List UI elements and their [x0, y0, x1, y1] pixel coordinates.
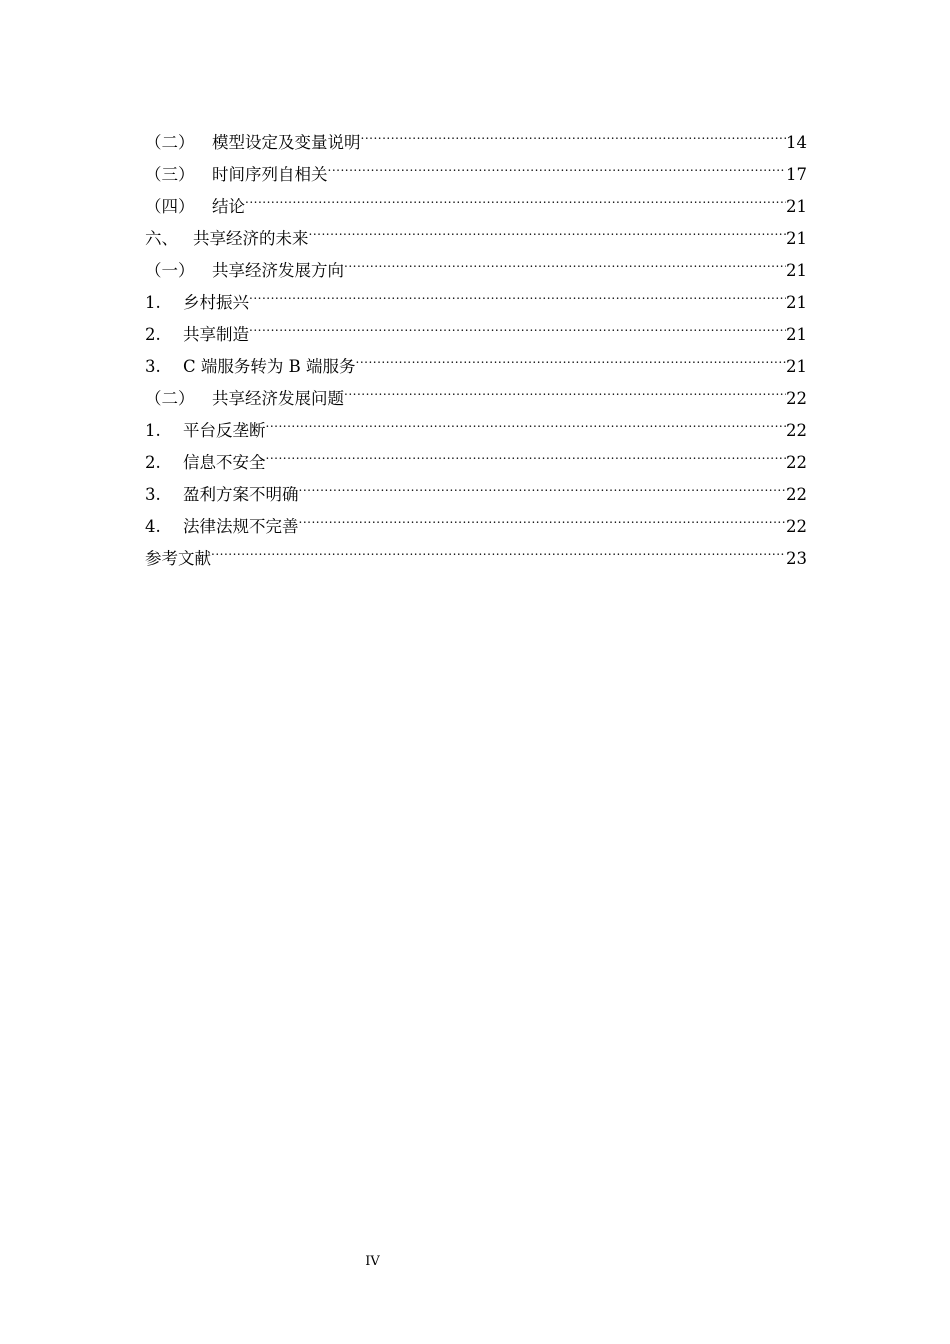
toc-entry-number: 1. — [145, 293, 161, 312]
toc-entry-number: 3. — [145, 357, 161, 376]
toc-entry-number: （一） — [145, 261, 195, 280]
toc-dot-leader — [266, 436, 787, 468]
toc-dot-leader — [299, 468, 787, 500]
toc-entry-title: 盈利方案不明确 — [183, 485, 299, 504]
toc-dot-leader — [249, 308, 786, 340]
toc-dot-leader — [361, 116, 787, 148]
toc-entry-number: 六、 — [145, 229, 178, 248]
toc-entry-number: （二） — [145, 389, 195, 408]
toc-entry-title: 信息不安全 — [183, 453, 266, 472]
toc-entry-number: 2. — [145, 325, 161, 344]
toc-entry-page: 22 — [786, 453, 807, 472]
toc-entry-title: 共享经济发展方向 — [212, 261, 344, 280]
toc-entry-title: 参考文献 — [145, 549, 211, 568]
table-of-contents — [145, 116, 807, 568]
toc-dot-leader — [344, 244, 786, 276]
toc-entry[interactable] — [145, 116, 807, 152]
toc-entry-page: 21 — [786, 357, 807, 376]
toc-dot-leader — [245, 180, 786, 212]
toc-entry[interactable] — [145, 532, 807, 568]
toc-entry-page: 21 — [786, 325, 807, 344]
toc-entry-title: 共享经济发展问题 — [212, 389, 344, 408]
toc-dot-leader — [328, 148, 787, 180]
toc-dot-leader — [266, 404, 787, 436]
toc-dot-leader — [249, 276, 786, 308]
toc-dot-leader — [356, 340, 787, 372]
toc-entry-page: 21 — [786, 293, 807, 312]
toc-entry-title: 法律法规不完善 — [183, 517, 299, 536]
toc-dot-leader — [344, 372, 786, 404]
toc-entry-number: （三） — [145, 165, 195, 184]
toc-entry-title: 平台反垄断 — [183, 421, 266, 440]
toc-entry-page: 14 — [786, 133, 807, 152]
toc-entry-page: 22 — [786, 517, 807, 536]
toc-entry-number: 4. — [145, 517, 161, 536]
toc-entry-title: C 端服务转为 B 端服务 — [183, 357, 356, 376]
toc-dot-leader — [309, 212, 787, 244]
toc-entry-title: 乡村振兴 — [183, 293, 249, 312]
toc-entry-title: 时间序列自相关 — [212, 165, 328, 184]
toc-entry-title: 模型设定及变量说明 — [212, 133, 361, 152]
page-number-footer: IV — [365, 1254, 380, 1269]
toc-entry-number: 2. — [145, 453, 161, 472]
toc-entry-number: （二） — [145, 133, 195, 152]
toc-entry-page: 17 — [786, 165, 807, 184]
toc-entry[interactable] — [145, 180, 807, 216]
toc-entry-number: 1. — [145, 421, 161, 440]
toc-entry-page: 22 — [786, 485, 807, 504]
toc-entry-page: 21 — [786, 197, 807, 216]
toc-entry-title: 共享经济的未来 — [193, 229, 309, 248]
toc-entry-page: 23 — [786, 549, 807, 568]
toc-entry-page: 22 — [786, 389, 807, 408]
toc-entry-title: 结论 — [212, 197, 245, 216]
toc-entry-page: 21 — [786, 261, 807, 280]
toc-dot-leader — [299, 500, 787, 532]
toc-entry-title: 共享制造 — [183, 325, 249, 344]
toc-entry-number: 3. — [145, 485, 161, 504]
toc-entry-page: 22 — [786, 421, 807, 440]
toc-entry-number: （四） — [145, 197, 195, 216]
toc-dot-leader — [211, 532, 786, 564]
toc-entry-page: 21 — [786, 229, 807, 248]
